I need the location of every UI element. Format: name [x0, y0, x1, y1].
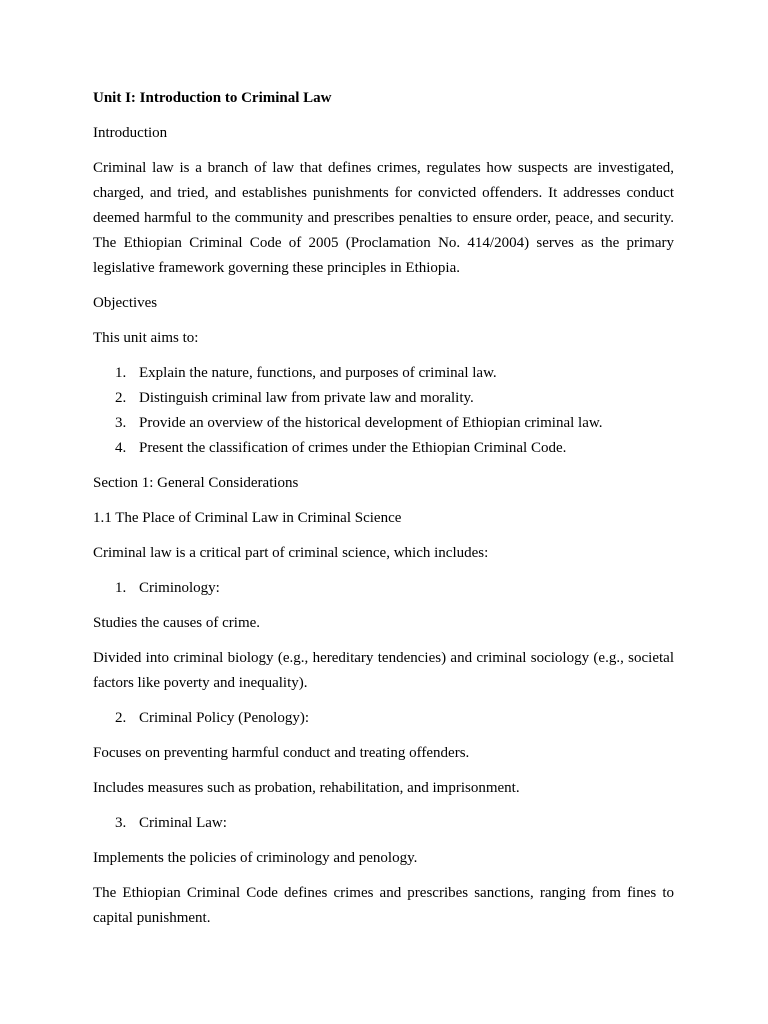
list-item: [93, 706, 674, 731]
list-item-text: Present the classification of crimes under the Ethiopian Criminal Code.: [139, 440, 567, 456]
criminal-policy-paragraph-2: Includes measures such as probation, rehabilitation, and imprisonment.: [93, 780, 520, 796]
document-page: [93, 86, 674, 941]
unit-title: Unit I: Introduction to Criminal Law: [93, 90, 332, 106]
list-item-text: Criminal Law:: [139, 815, 227, 831]
list-item: [93, 361, 674, 386]
list-number: 1.: [115, 580, 127, 596]
list-number: 4.: [115, 440, 127, 456]
list-item-text: Distinguish criminal law from private law and morality.: [139, 390, 474, 406]
criminal-policy-paragraph-1: Focuses on preventing harmful conduct and treating offenders.: [93, 745, 470, 761]
list-item: [93, 576, 674, 601]
criminology-paragraph-1: Studies the causes of crime.: [93, 615, 261, 631]
introduction-paragraph: Criminal law is a branch of law that defines crimes, regulates how suspects are investigated, charged, and tried, and establishes punishments for convicted offenders. It addresses conduct deemed harmful to the community and prescribes penalties to ensure order, peace, and security. The Ethiopian Criminal Code of 2005 (Proclamation No. 414/2004) serves as the primary legislative framework governing these principles in Ethiopia.: [93, 160, 674, 276]
criminal-law-paragraph-2: The Ethiopian Criminal Code defines crimes and prescribes sanctions, ranging from fines to capital punishment.: [93, 885, 674, 926]
list-item: [93, 411, 674, 436]
objectives-intro: This unit aims to:: [93, 330, 199, 346]
list-item-text: Criminal Policy (Penology):: [139, 710, 309, 726]
list-number: 2.: [115, 390, 127, 406]
list-item-text: Explain the nature, functions, and purposes of criminal law.: [139, 365, 497, 381]
criminology-paragraph-2: Divided into criminal biology (e.g., hereditary tendencies) and criminal sociology (e.g., societal factors like poverty and inequality).: [93, 650, 674, 691]
list-item: [93, 386, 674, 411]
criminal-law-paragraph-1: Implements the policies of criminology and penology.: [93, 850, 418, 866]
list-item-text: Provide an overview of the historical development of Ethiopian criminal law.: [139, 415, 603, 431]
criminology-list: [93, 576, 674, 601]
criminal-policy-list: [93, 706, 674, 731]
objectives-heading: Objectives: [93, 295, 158, 311]
subsection-1-1-heading: 1.1 The Place of Criminal Law in Criminal Science: [93, 510, 402, 526]
list-number: 3.: [115, 815, 127, 831]
introduction-heading: Introduction: [93, 125, 168, 141]
criminal-science-intro: Criminal law is a critical part of criminal science, which includes:: [93, 545, 489, 561]
list-number: 2.: [115, 710, 127, 726]
objectives-list: [93, 361, 674, 461]
criminal-law-list: [93, 811, 674, 836]
list-item: [93, 436, 674, 461]
list-item: [93, 811, 674, 836]
list-number: 3.: [115, 415, 127, 431]
list-number: 1.: [115, 365, 127, 381]
list-item-text: Criminology:: [139, 580, 220, 596]
section-1-heading: Section 1: General Considerations: [93, 475, 299, 491]
